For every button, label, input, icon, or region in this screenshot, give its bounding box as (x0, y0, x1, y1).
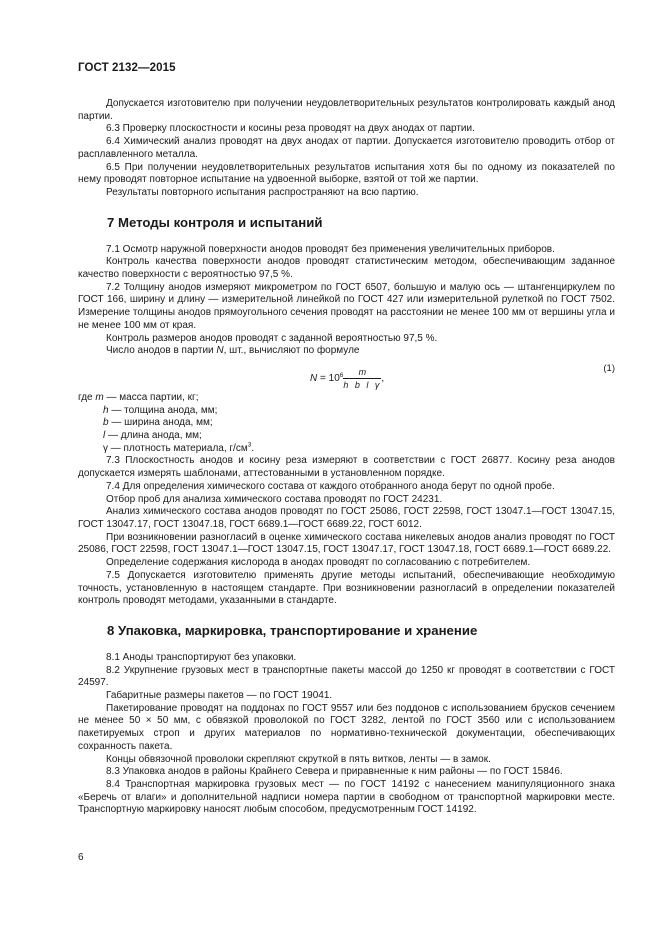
section-7-body (78, 244, 615, 608)
legend-item: h — толщина анода, мм; (103, 404, 218, 416)
top-paragraphs (78, 98, 615, 200)
legend-item: l — длина анода, мм; (103, 430, 202, 442)
paragraph: Габаритные размеры пакетов — по ГОСТ 19041. (106, 690, 333, 702)
document-header: ГОСТ 2132—2015 (78, 62, 176, 74)
legend-item: b — ширина анода, мм; (103, 417, 213, 429)
document-page (78, 62, 615, 817)
paragraph: 7.2 Толщину анодов измеряют микрометром по ГОСТ 6507, большую и малую ось — штангенциркулем по ГОСТ 166, ширину и длину — измерительной линейкой по ГОСТ 427 или измерительной рулеткой по ГОСТ 7502. Измерение толщины анодов прямоугольного сечения проводят на расстоянии не менее 100 мм от вершины угла и не менее 100 мм от края. (78, 281, 615, 331)
paragraph: 6.3 Проверку плоскостности и косины реза проводят на двух анодах от партии. (106, 123, 475, 135)
paragraph: 8.2 Укрупнение грузовых мест в транспортные пакеты массой до 1250 кг проводят в соответствии с ГОСТ 24597. (78, 664, 615, 689)
paragraph: 6.4 Химический анализ проводят на двух анодах от партии. Допускается изготовителю проводить отбор от расплавленного металла. (78, 136, 615, 160)
section-8-title: 8 Упаковка, маркировка, транспортирование и хранение (107, 622, 478, 638)
formula-legend (78, 392, 615, 456)
paragraph: Контроль размеров анодов проводят с заданной вероятностью 97,5 %. (106, 332, 438, 344)
paragraph: Отбор проб для анализа химического состава проводят по ГОСТ 24231. (106, 493, 443, 505)
paragraph: 8.1 Аноды транспортируют без упаковки. (106, 651, 297, 663)
formula-expression: $N = 10^6$ $\frac{m}{\text{h b l γ}}$ , (310, 366, 385, 390)
page-number: 6 (78, 852, 84, 863)
paragraph: Анализ химического состава анодов проводят по ГОСТ 25086, ГОСТ 22598, ГОСТ 13047.1—ГОСТ 13047.15, ГОСТ 13047.17, ГОСТ 13047.18, ГОСТ 6689.1—ГОСТ 6689.22, ГОСТ 6012. (78, 506, 615, 530)
formula-number: (1) (603, 362, 615, 374)
paragraph: При возникновении разногласий в оценке химического состава никелевых анодов анализ проводят по ГОСТ 25086, ГОСТ 22598, ГОСТ 13047.1—ГОСТ 13047.15, ГОСТ 13047.17, ГОСТ 13047.18, ГОСТ 6689.1—ГОСТ 6689.22. (78, 531, 615, 556)
paragraph: Пакетирование проводят на поддонах по ГОСТ 9557 или без поддонов с использованием брусков сечением не менее 50 × 50 мм, с обвязкой проволокой по ГОСТ 3282, лентой по ГОСТ 3560 или с использованием пакетируемых строп и других материалов по нормативно-технической документации, обеспечивающих сохранность пакета. (78, 702, 615, 752)
formula-intro: Число анодов в партии N, шт., вычисляют по формуле (106, 345, 360, 357)
paragraph: 7.5 Допускается изготовителю применять другие методы испытаний, обеспечивающие необходимую точность, установленную в настоящем стандарте. При возникновении разногласий в определении показателей контроль проводят методами, указанными в стандарте. (78, 569, 615, 607)
paragraph: Контроль качества поверхности анодов проводят статистическим методом, обеспечивающим заданное качество поверхности с вероятностью 97,5 %. (78, 256, 615, 281)
paragraph: Допускается изготовителю при получении неудовлетворительных результатов контролировать каждый анод партии. (78, 98, 615, 122)
paragraph: Определение содержания кислорода в анодах проводят по согласованию с потребителем. (106, 557, 531, 569)
paragraph: 7.1 Осмотр наружной поверхности анодов проводят без применения увеличительных приборов. (106, 243, 555, 255)
paragraph: 7.4 Для определения химического состава от каждого отобранного анода берут по одной пробе. (106, 480, 555, 492)
paragraph: 7.3 Плоскостность анодов и косину реза измеряют в соответствии с ГОСТ 26877. Косину реза анодов допускается измерять шаблонами, аттестованными в установленном порядке. (78, 455, 615, 480)
paragraph: 8.4 Транспортная маркировка грузовых мест — по ГОСТ 14192 с нанесением манипуляционного знака «Беречь от влаги» и дополнительной надписи номера партии в свободном от транспортной маркировки месте. Транспортную маркировку наносят любым способом, предусмотренным ГОСТ 14192. (78, 778, 615, 816)
legend-item: где m — масса партии, кг; (78, 391, 199, 403)
formula-fraction: $\frac{m}{\text{h b l γ}}$ (343, 366, 382, 390)
paragraph: 6.5 При получении неудовлетворительных результатов испытания хотя бы по одному из показателей по нему проводят повторное испытание на удвоенной выборке, взятой от той же партии. (78, 161, 615, 186)
paragraph: Концы обвязочной проволоки скрепляют скруткой в пять витков, ленты — в замок. (106, 753, 491, 765)
formula-1 (78, 358, 615, 392)
section-8-body (78, 652, 615, 817)
paragraph: 8.3 Упаковка анодов в районы Крайнего Севера и приравненные к ним районы — по ГОСТ 15846. (106, 766, 563, 778)
paragraph: Результаты повторного испытания распространяют на всю партию. (106, 186, 419, 198)
section-7-title: 7 Методы контроля и испытаний (107, 214, 323, 230)
legend-item: γ — плотность материала, $г/см^3$. (103, 441, 255, 454)
